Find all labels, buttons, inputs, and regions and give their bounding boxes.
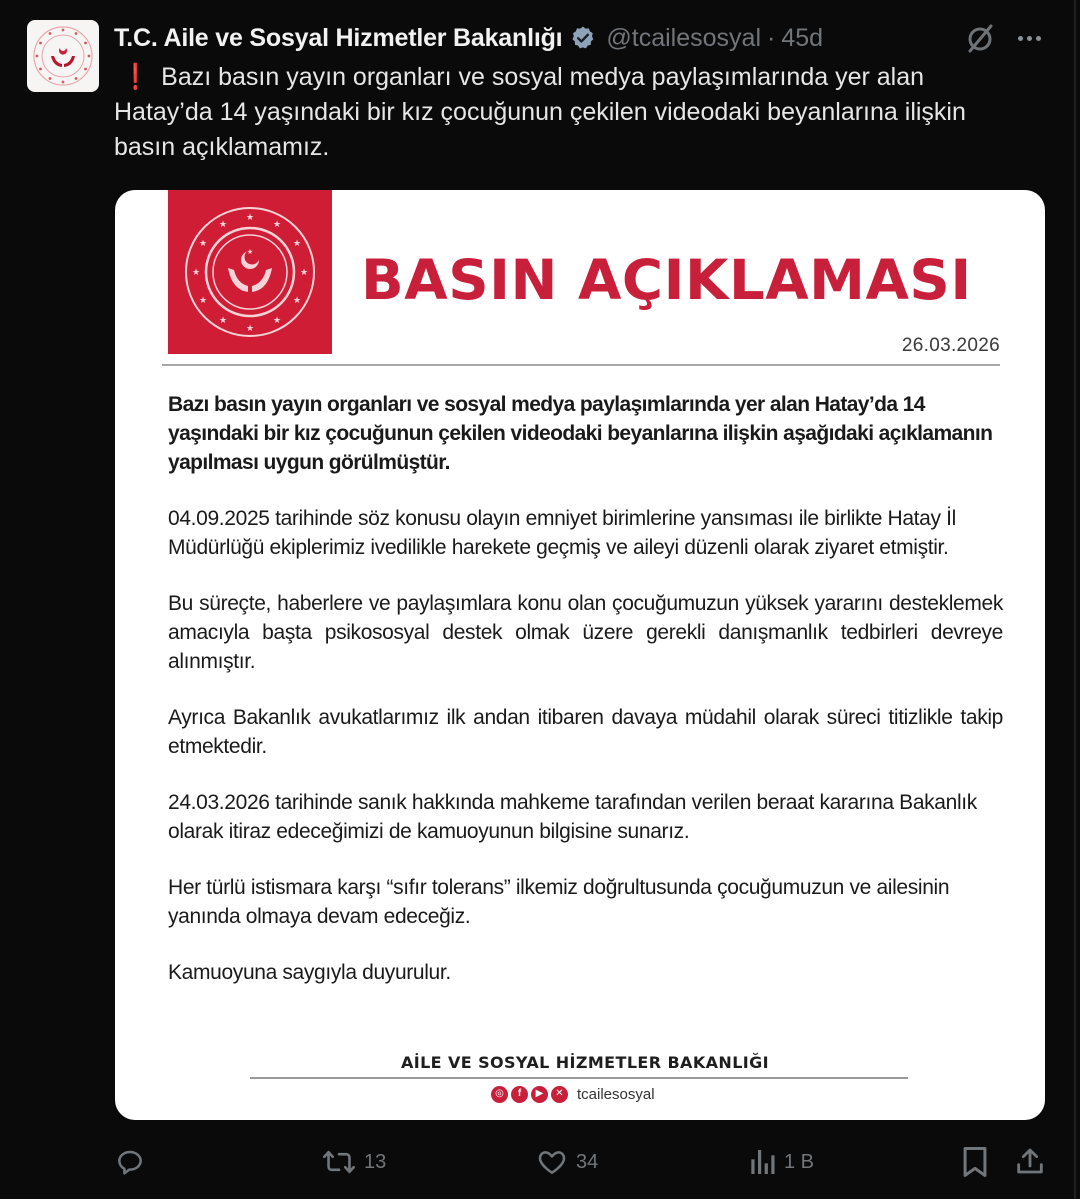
ministry-logo-block	[168, 190, 332, 354]
tweet-media-image[interactable]	[115, 190, 1045, 1120]
timestamp[interactable]: 45d	[781, 23, 824, 52]
repost-count: 13	[364, 1150, 387, 1173]
bookmark-icon	[960, 1145, 990, 1179]
youtube-icon: ▶	[531, 1086, 548, 1103]
social-links	[491, 1085, 655, 1103]
exclamation-emoji-icon: ❗	[124, 63, 147, 91]
divider	[250, 1077, 908, 1079]
more-dot	[1027, 36, 1032, 41]
views-count: 1 B	[784, 1150, 815, 1173]
ministry-emblem-icon	[182, 204, 318, 340]
like-button[interactable]	[536, 1140, 598, 1184]
svg-text:★: ★	[272, 220, 282, 230]
svg-text:★: ★	[218, 220, 228, 230]
paragraph: Bu süreçte, haberlere ve paylaşımlara konu olan çocuğumuzun yüksek yararını desteklemek amacıyla başta psikososyal destek olmak üzere gerekli danışmanlık tedbirleri devreye alınmıştır.	[168, 592, 1003, 673]
tweet-body: Bazı basın yayın organları ve sosyal medya paylaşımlarında yer alan Hatay’da 14 yaşındaki bir kız çocuğunun çekilen videodaki beyanlarına ilişkin basın açıklamamız.	[114, 63, 966, 161]
svg-text:★: ★	[246, 248, 254, 256]
social-handle: tcailesosyal	[577, 1085, 655, 1103]
tweet-header	[114, 20, 823, 56]
press-release-title: BASIN AÇIKLAMASI	[361, 248, 972, 312]
svg-text:★: ★	[272, 316, 282, 326]
grok-icon[interactable]	[964, 22, 996, 54]
paragraph: Ayrıca Bakanlık avukatlarımız ilk andan itibaren davaya müdahil olarak süreci titizlikle takip etmektedir.	[168, 706, 1003, 758]
svg-text:★: ★	[292, 296, 302, 306]
share-icon	[1014, 1146, 1046, 1178]
footer-org-name: AİLE VE SOSYAL HİZMETLER BAKANLIĞI	[400, 1053, 770, 1072]
verified-badge-icon[interactable]	[570, 25, 596, 51]
svg-text:★: ★	[245, 324, 255, 334]
svg-text:★: ★	[191, 268, 201, 278]
more-dot	[1036, 36, 1041, 41]
svg-text:★: ★	[299, 268, 309, 278]
svg-text:★: ★	[218, 316, 228, 326]
press-release-date: 26.03.2026	[901, 335, 1000, 356]
like-count: 34	[576, 1150, 599, 1173]
svg-text:★: ★	[292, 239, 302, 249]
ministry-emblem-icon	[31, 24, 95, 88]
repost-button[interactable]	[322, 1140, 386, 1184]
svg-text:★: ★	[198, 296, 208, 306]
like-icon	[536, 1146, 568, 1178]
paragraph-closing: Kamuoyuna saygıyla duyurulur.	[168, 961, 451, 984]
more-icon[interactable]	[1012, 26, 1046, 50]
x-icon: ✕	[551, 1086, 568, 1103]
repost-icon	[322, 1146, 356, 1178]
avatar[interactable]	[27, 20, 99, 92]
svg-text:★: ★	[198, 239, 208, 249]
facebook-icon: f	[511, 1086, 528, 1103]
paragraph-lead: Bazı basın yayın organları ve sosyal medya paylaşımlarında yer alan Hatay’da 14 yaşındaki bir kız çocuğunun çekilen videodaki beyanlarına ilişkin aşağıdaki açıklamanın yapılması uygun görülmüştür.	[168, 393, 993, 474]
views-icon	[748, 1146, 776, 1178]
tweet-action-bar	[0, 1140, 1080, 1184]
paragraph: Her türlü istismara karşı “sıfır tolerans” ilkemiz doğrultusunda çocuğumuzun ve ailesinin yanında olmaya devam edeceğiz.	[168, 876, 950, 928]
share-button[interactable]	[1014, 1140, 1046, 1184]
author-handle[interactable]: @tcailesosyal	[606, 23, 761, 52]
author-display-name[interactable]: T.C. Aile ve Sosyal Hizmetler Bakanlığı	[114, 23, 563, 52]
paragraph: 24.03.2026 tarihinde sanık hakkında mahkeme tarafından verilen beraat kararına Bakanlık olarak itiraz edeceğimizi de kamuoyunun bilgisine sunarız.	[168, 791, 977, 843]
reply-button[interactable]	[114, 1140, 154, 1184]
separator-dot: ·	[767, 23, 776, 52]
paragraph: 04.09.2025 tarihinde söz konusu olayın emniyet birimlerine yansıması ile birlikte Hatay İl Müdürlüğü ekiplerimiz ivedilikle harekete geçmiş ve aileyi düzenli olarak ziyaret etmiştir.	[168, 507, 956, 559]
svg-text:★: ★	[245, 213, 255, 223]
reply-icon	[114, 1146, 146, 1178]
more-dot	[1018, 36, 1023, 41]
column-border	[1074, 0, 1076, 1199]
tweet-text	[114, 60, 1014, 165]
views-button[interactable]	[748, 1140, 814, 1184]
press-release-body	[168, 390, 1003, 1014]
bookmark-button[interactable]	[960, 1140, 990, 1184]
instagram-icon: ◎	[491, 1086, 508, 1103]
divider	[162, 364, 1000, 366]
